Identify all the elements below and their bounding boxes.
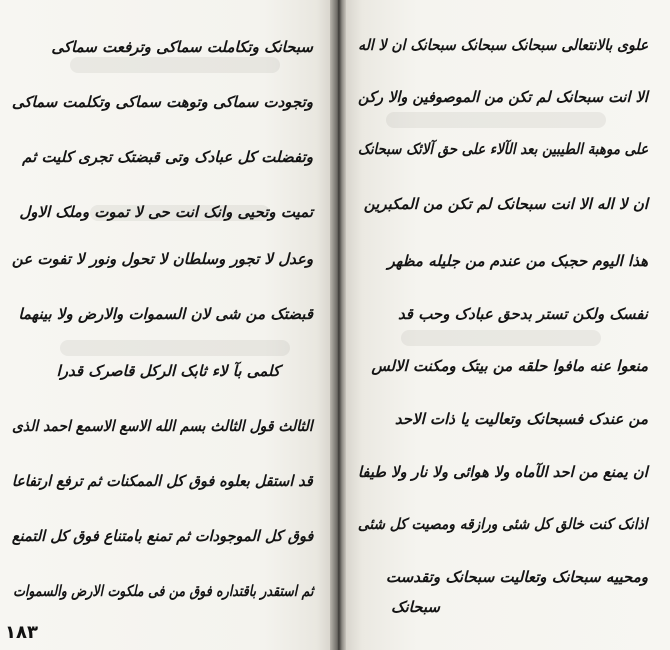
left-text-line-3: وتفضلت کل عبادک وتی قبضتک تجری کلیت ثم [22, 148, 313, 166]
right-text-line-6: نفسک ولکن تستر بدحق عبادک وحب قد [397, 305, 648, 323]
page-number: ١٨٣ [5, 622, 38, 643]
left-text-line-5: وعدل لا تجور وسلطان لا تحول ونور لا تفوت عن [11, 250, 313, 268]
left-text-line-7: کلمی بآ لاء ثابک الرکل قاصرک قدرا [56, 362, 280, 380]
left-text-line-2: وتجودت سماکی وتوهت سماکی وتکلمت سماکی [11, 93, 313, 111]
left-text-line-11: ثم استقدر باقتداره فوق من فی ملکوت الارض والسموات [12, 582, 313, 600]
right-text-line-12: سبحانک [391, 598, 440, 616]
right-text-line-11: ومحییه سبحانک وتعالیت سبحانک وتقدست [385, 568, 648, 586]
bleed-through-mark [70, 57, 280, 73]
book-gutter [330, 0, 346, 650]
left-text-line-4: تمیت وتحیی وانک انت حی لا تموت وملک الاول [19, 203, 313, 221]
left-text-line-1: سبحانک وتکاملت سماکی وترفعت سماکی [51, 38, 313, 56]
right-text-line-8: من عندک فسبحانک وتعالیت یا ذات الاحد [394, 410, 648, 428]
left-text-line-6: قبضتک من شی لان السموات والارض ولا بینهما [18, 305, 313, 323]
right-page [346, 0, 670, 650]
left-text-line-9: قد استقل بعلوه فوق کل الممکنات ثم ترفع ارتفاعا [12, 472, 313, 490]
bleed-through-mark [401, 330, 601, 346]
left-page [0, 0, 330, 650]
right-text-line-9: ان یمنع من احد الآماه ولا هوائی ولا نار ولا طیفا [358, 463, 648, 481]
right-text-line-1: علوی بالانتعالی سبحانک سبحانک سبحانک ان لا اله [357, 36, 648, 54]
right-text-line-7: منعوا عنه مافوا حلقه من بیتک ومکنت الالس [371, 357, 648, 375]
bleed-through-mark [60, 340, 290, 356]
left-text-line-8: الثالث قول الثالث بسم الله الاسع الاسمع احمد الذی [12, 417, 313, 435]
right-text-line-5: هذا الیوم حجبک من عندم من جلیله مظهر [387, 252, 648, 270]
right-text-line-2: الا انت سبحانک لم تکن من الموصوفین والا رکن [358, 88, 648, 106]
right-text-line-10: اذانک کنت خالق کل شئی ورازقه ومصیت کل شئی [358, 515, 648, 533]
left-text-line-10: فوق کل الموجودات ثم تمنع بامتناع فوق کل التمنع [11, 527, 313, 545]
right-text-line-4: ان لا اله الا انت سبحانک لم تکن من المکبرین [363, 195, 648, 213]
bleed-through-mark [386, 112, 606, 128]
right-text-line-3: علی موهبة الطیبین بعد الآلاء علی حق آلائک سبحانک [357, 140, 648, 158]
